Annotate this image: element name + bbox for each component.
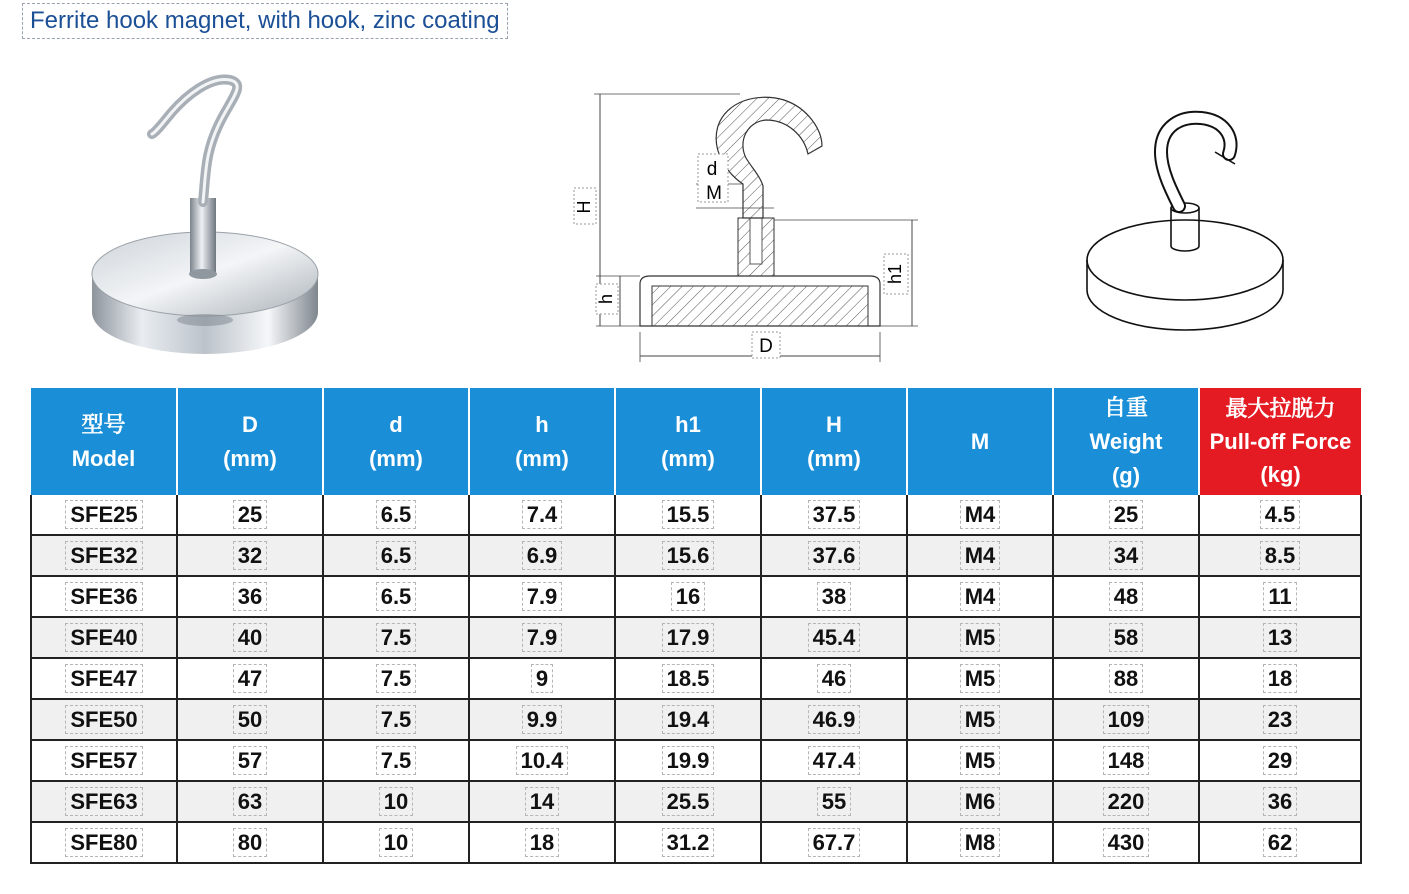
cell-H [761, 822, 907, 863]
cell-value: SFE80 [65, 828, 142, 857]
cell-M [907, 781, 1053, 822]
cell-value: SFE32 [65, 541, 142, 570]
cell-value: 7.5 [376, 746, 417, 775]
cell-value: 18 [525, 828, 559, 857]
cell-pull-off-force [1199, 617, 1361, 658]
cell-h1 [615, 740, 761, 781]
cell-value: 10 [379, 787, 413, 816]
cell-D [177, 822, 323, 863]
cell-value: M5 [960, 664, 1001, 693]
header-weight: 自重 Weight (g) [1053, 388, 1199, 495]
cell-value: 11 [1263, 582, 1296, 611]
cell-h1 [615, 781, 761, 822]
dim-label-h: h [595, 293, 616, 305]
cell-value: 220 [1103, 787, 1150, 816]
cell-h [469, 495, 615, 535]
cell-value: 45.4 [808, 623, 861, 652]
cell-value: 36 [1263, 787, 1297, 816]
cell-h1 [615, 658, 761, 699]
cell-model [31, 781, 177, 822]
cell-value: M4 [960, 541, 1001, 570]
cell-value: 18 [1263, 664, 1297, 693]
cell-value: 14 [525, 787, 559, 816]
cell-pull-off-force [1199, 658, 1361, 699]
cell-M [907, 535, 1053, 576]
cell-pull-off-force [1199, 576, 1361, 617]
cell-value: 10 [379, 828, 413, 857]
cell-value: 430 [1103, 828, 1150, 857]
cell-H [761, 617, 907, 658]
cell-D [177, 576, 323, 617]
dim-label-D: D [759, 336, 773, 357]
cell-value: 47.4 [808, 746, 861, 775]
spec-table-body [31, 495, 1361, 863]
cell-value: 62 [1263, 828, 1297, 857]
cell-d [323, 740, 469, 781]
cell-value: 15.6 [662, 541, 715, 570]
cell-value: 19.4 [662, 705, 715, 734]
cell-value: M5 [960, 705, 1001, 734]
cell-value: 80 [233, 828, 267, 857]
cell-weight [1053, 658, 1199, 699]
cell-value: 4.5 [1260, 500, 1301, 529]
cell-value: 25 [233, 500, 267, 529]
cell-value: 50 [233, 705, 267, 734]
cell-pull-off-force [1199, 822, 1361, 863]
cell-d [323, 699, 469, 740]
cell-value: 55 [817, 787, 851, 816]
header-d: d (mm) [323, 388, 469, 495]
header-h1: h1 (mm) [615, 388, 761, 495]
table-row [31, 576, 1361, 617]
cell-value: 63 [233, 787, 267, 816]
cell-value: 13 [1263, 623, 1297, 652]
cell-h [469, 576, 615, 617]
cell-M [907, 495, 1053, 535]
cell-value: M4 [960, 500, 1001, 529]
cell-value: 29 [1263, 746, 1297, 775]
cell-M [907, 699, 1053, 740]
cell-d [323, 658, 469, 699]
cell-H [761, 576, 907, 617]
product-photo [60, 62, 350, 372]
cell-h1 [615, 535, 761, 576]
cell-weight [1053, 535, 1199, 576]
cell-value: 9.9 [522, 705, 563, 734]
cell-h [469, 699, 615, 740]
table-row [31, 617, 1361, 658]
cell-h1 [615, 495, 761, 535]
cell-value: 6.9 [522, 541, 563, 570]
cell-value: 7.4 [522, 500, 563, 529]
cell-value: 34 [1109, 541, 1143, 570]
cell-value: 38 [817, 582, 851, 611]
header-H: H (mm) [761, 388, 907, 495]
cell-value: 7.5 [376, 705, 417, 734]
cell-value: 58 [1109, 623, 1143, 652]
dim-label-H: H [573, 200, 594, 214]
cell-H [761, 699, 907, 740]
header-D: D (mm) [177, 388, 323, 495]
cell-H [761, 495, 907, 535]
table-row [31, 740, 1361, 781]
cell-value: 7.9 [522, 623, 563, 652]
cell-value: 148 [1103, 746, 1150, 775]
cell-D [177, 535, 323, 576]
cell-value: 18.5 [662, 664, 715, 693]
cell-H [761, 535, 907, 576]
header-pull-off-force: 最大拉脱力 Pull-off Force (kg) [1199, 388, 1361, 495]
cell-M [907, 822, 1053, 863]
cell-pull-off-force [1199, 495, 1361, 535]
cell-value: 36 [233, 582, 267, 611]
cell-value: 32 [233, 541, 267, 570]
page-title: Ferrite hook magnet, with hook, zinc coating [22, 3, 508, 39]
cell-h [469, 617, 615, 658]
cell-d [323, 576, 469, 617]
cell-weight [1053, 576, 1199, 617]
cell-weight [1053, 495, 1199, 535]
cell-h [469, 781, 615, 822]
cell-pull-off-force [1199, 535, 1361, 576]
cell-value: 67.7 [808, 828, 861, 857]
cell-D [177, 740, 323, 781]
cell-value: 47 [233, 664, 267, 693]
cell-value: 9 [531, 664, 553, 693]
cell-value: 10.4 [516, 746, 569, 775]
cell-value: M8 [960, 828, 1001, 857]
cell-M [907, 658, 1053, 699]
cell-value: 16 [671, 582, 705, 611]
table-row [31, 535, 1361, 576]
cell-value: 7.5 [376, 623, 417, 652]
cell-weight [1053, 617, 1199, 658]
spec-table [30, 388, 1362, 864]
cell-value: 23 [1263, 705, 1297, 734]
cell-h1 [615, 822, 761, 863]
cell-value: SFE57 [65, 746, 142, 775]
cell-model [31, 699, 177, 740]
table-row [31, 699, 1361, 740]
cell-value: 37.5 [808, 500, 861, 529]
cell-value: 37.6 [808, 541, 861, 570]
cell-value: SFE63 [65, 787, 142, 816]
cell-M [907, 576, 1053, 617]
cell-h1 [615, 576, 761, 617]
cell-value: SFE50 [65, 705, 142, 734]
cell-value: 46 [817, 664, 851, 693]
cell-value: M4 [960, 582, 1001, 611]
cell-model [31, 576, 177, 617]
cell-H [761, 781, 907, 822]
cell-h [469, 822, 615, 863]
header-M: M [907, 388, 1053, 495]
cell-D [177, 617, 323, 658]
table-row [31, 822, 1361, 863]
cell-model [31, 740, 177, 781]
cell-H [761, 658, 907, 699]
cell-h1 [615, 617, 761, 658]
cell-value: 25.5 [662, 787, 715, 816]
cell-value: 40 [233, 623, 267, 652]
cell-D [177, 495, 323, 535]
cell-model [31, 495, 177, 535]
cell-weight [1053, 699, 1199, 740]
dim-label-M: M [706, 183, 722, 204]
cell-value: 7.9 [522, 582, 563, 611]
cell-model [31, 535, 177, 576]
cell-value: 46.9 [808, 705, 861, 734]
cell-weight [1053, 781, 1199, 822]
dim-label-h1: h1 [884, 263, 905, 285]
cell-value: 25 [1109, 500, 1143, 529]
dimension-drawing [560, 80, 940, 370]
dim-label-d: d [706, 159, 718, 180]
cell-value: 6.5 [376, 582, 417, 611]
cell-pull-off-force [1199, 699, 1361, 740]
cell-h [469, 740, 615, 781]
cell-d [323, 617, 469, 658]
cell-H [761, 740, 907, 781]
table-row [31, 495, 1361, 535]
cell-value: SFE36 [65, 582, 142, 611]
cell-value: M5 [960, 623, 1001, 652]
cell-D [177, 699, 323, 740]
cell-value: 15.5 [662, 500, 715, 529]
cell-pull-off-force [1199, 740, 1361, 781]
header-model: 型号 Model [31, 388, 177, 495]
cell-value: 6.5 [376, 500, 417, 529]
cell-value: SFE40 [65, 623, 142, 652]
cell-value: 19.9 [662, 746, 715, 775]
cell-pull-off-force [1199, 781, 1361, 822]
cell-value: 6.5 [376, 541, 417, 570]
cell-d [323, 822, 469, 863]
product-sketch [1075, 100, 1305, 340]
cell-h1 [615, 699, 761, 740]
cell-model [31, 822, 177, 863]
cell-D [177, 781, 323, 822]
cell-h [469, 535, 615, 576]
cell-model [31, 658, 177, 699]
cell-value: 88 [1109, 664, 1143, 693]
cell-value: SFE47 [65, 664, 142, 693]
cell-model [31, 617, 177, 658]
cell-value: M5 [960, 746, 1001, 775]
cell-weight [1053, 740, 1199, 781]
cell-d [323, 535, 469, 576]
cell-value: 48 [1109, 582, 1143, 611]
cell-d [323, 781, 469, 822]
header-h: h (mm) [469, 388, 615, 495]
cell-value: SFE25 [65, 500, 142, 529]
cell-value: 8.5 [1260, 541, 1301, 570]
cell-value: 7.5 [376, 664, 417, 693]
cell-value: 17.9 [662, 623, 715, 652]
cell-M [907, 740, 1053, 781]
cell-value: M6 [960, 787, 1001, 816]
cell-d [323, 495, 469, 535]
cell-weight [1053, 822, 1199, 863]
cell-value: 31.2 [662, 828, 715, 857]
cell-M [907, 617, 1053, 658]
cell-value: 57 [233, 746, 267, 775]
table-row [31, 658, 1361, 699]
cell-h [469, 658, 615, 699]
cell-D [177, 658, 323, 699]
table-row [31, 781, 1361, 822]
cell-value: 109 [1103, 705, 1150, 734]
